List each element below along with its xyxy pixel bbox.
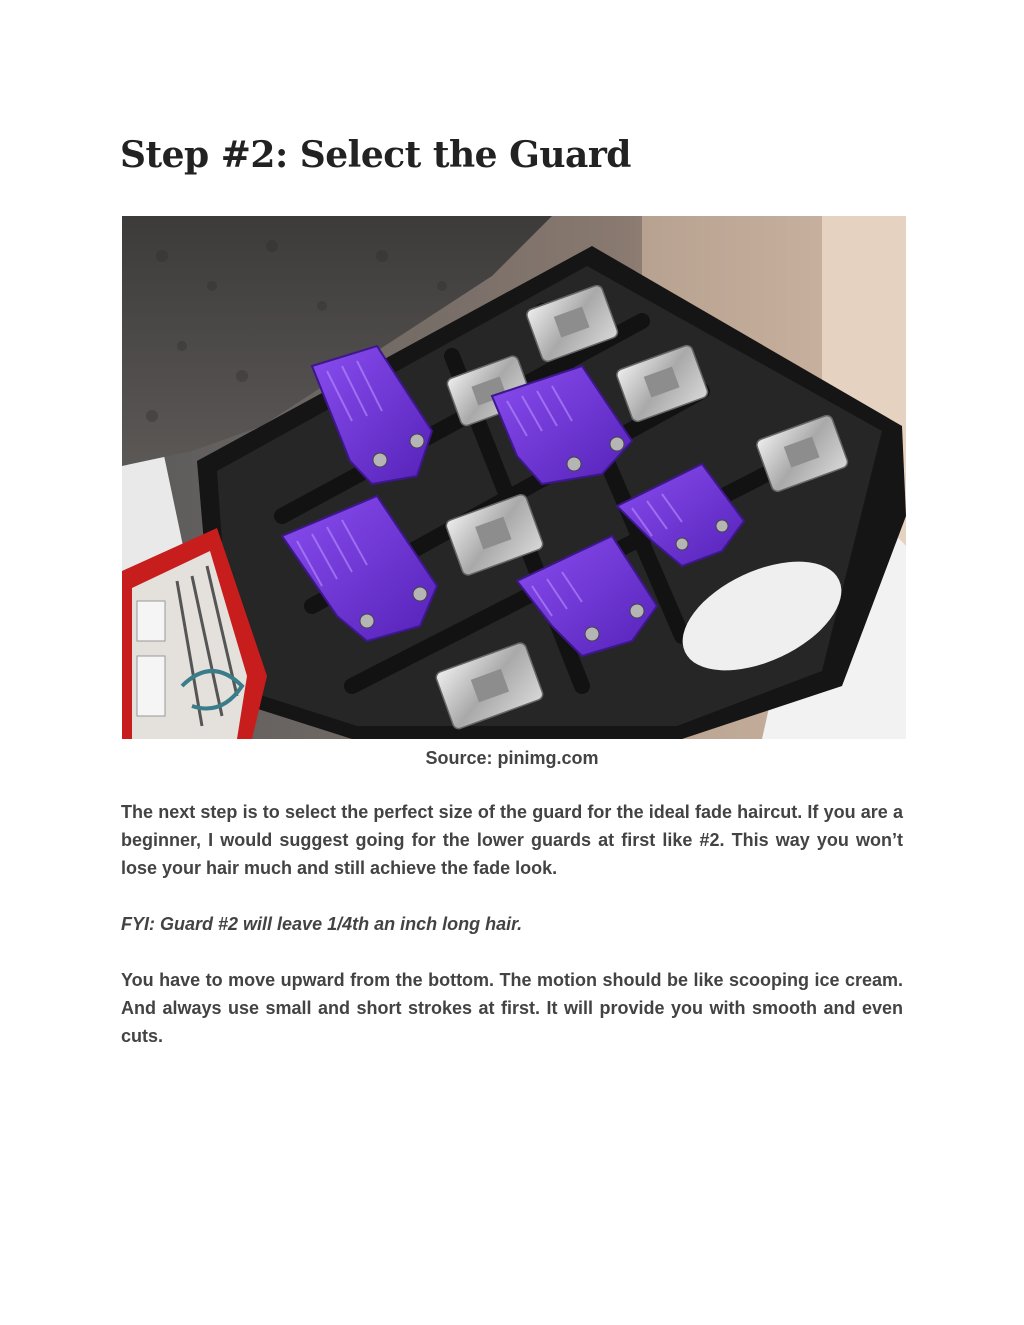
fyi-note: FYI: Guard #2 will leave 1/4th an inch long hair. xyxy=(121,914,523,934)
clipper-guard-case-photo xyxy=(122,216,906,739)
intro-paragraph: The next step is to select the perfect size of the guard for the ideal fade haircut. If you are a beginner, I would suggest going for the lower guards at first like #2. This way you won’t lose your hair much and still achieve the fade look. xyxy=(121,802,903,878)
technique-paragraph: You have to move upward from the bottom. The motion should be like scooping ice cream. And always use small and short strokes at first. It will provide you with smooth and even cuts. xyxy=(121,970,903,1046)
page-title: Step #2: Select the Guard xyxy=(120,134,631,176)
image-caption: Source: pinimg.com xyxy=(425,748,599,768)
